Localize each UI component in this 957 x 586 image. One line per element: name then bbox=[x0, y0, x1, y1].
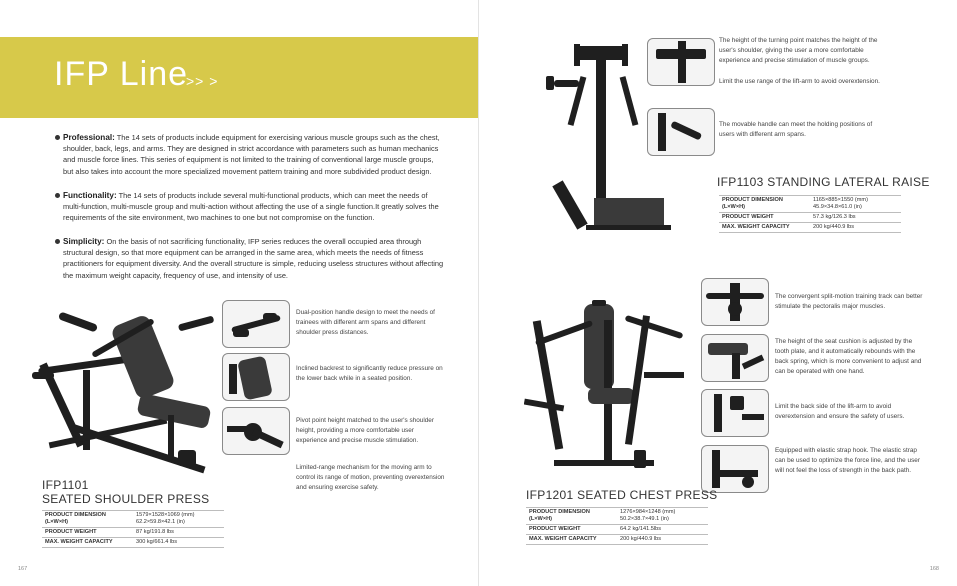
product-name: SEATED CHEST PRESS bbox=[577, 488, 718, 502]
spec-key: MAX. WEIGHT CAPACITY bbox=[526, 535, 617, 545]
callout-text: Pivot point height matched to the user's shoulder height, providing a more comfortable user experience and precise muscle stimulation. bbox=[296, 417, 434, 444]
product-code: IFP1101 bbox=[42, 478, 89, 492]
bullet-text: On the basis of not sacrificing functionality, IFP series reduces the overall occupied area through structural design, so that more equipment can be arranged in the same area, which meets the needs of fitness practitioners for equipment diversity. And the overall structure is simple, reducing useless structures without affecting the maximum weight capacity, frequency of use, and intensity of use. bbox=[63, 237, 444, 280]
product-name: STANDING LATERAL RAISE bbox=[767, 175, 930, 189]
callout-text: Limited-range mechanism for the moving arm to control its range of motion, preventing overextension and ensuring exercise safety. bbox=[296, 464, 445, 491]
thumb-strap-hook-detail bbox=[701, 445, 769, 493]
page-number: 168 bbox=[929, 566, 939, 572]
callout-text: Limit the use range of the lift-arm to avoid overextension. bbox=[719, 78, 880, 85]
thumb-backrest-detail bbox=[222, 353, 290, 401]
callout-text: Dual-position handle design to meet the needs of trainees with different arm spans and different shoulder press distances. bbox=[296, 309, 435, 336]
table-row bbox=[526, 525, 708, 535]
bullet-functionality bbox=[55, 190, 445, 224]
callout-text: Limit the back side of the lift-arm to avoid overextension and ensure the safety of users. bbox=[775, 403, 905, 420]
product-code: IFP1201 bbox=[526, 488, 574, 502]
spec-value: 64.2 kg/141.5lbs bbox=[617, 525, 708, 535]
table-row bbox=[719, 213, 901, 223]
spec-value: 200 kg/440.9 lbs bbox=[617, 535, 708, 545]
thumb-arm-limit-detail bbox=[701, 389, 769, 437]
spec-table bbox=[526, 507, 708, 545]
thumb-motion-track-detail bbox=[701, 278, 769, 326]
spec-key: PRODUCT WEIGHT bbox=[526, 525, 617, 535]
table-row bbox=[719, 223, 901, 233]
bullet-professional bbox=[55, 132, 445, 177]
table-row bbox=[526, 508, 708, 525]
spec-key: PRODUCT DIMENSION (L×W×H) bbox=[42, 511, 133, 528]
chest-press-machine-image bbox=[524, 300, 704, 480]
bullet-dot bbox=[55, 239, 60, 244]
bullet-simplicity bbox=[55, 236, 445, 281]
spec-value: 1165×885×1550 (mm) 45.9×34.8×61.0 (in) bbox=[810, 196, 901, 213]
callout-text: The convergent split-motion training track can better stimulate the pectoralis major muscles. bbox=[775, 293, 923, 310]
spec-value: 1579×1528×1069 (mm) 62.2×59.8×42.1 (in) bbox=[133, 511, 224, 528]
product-title bbox=[717, 175, 930, 189]
bullet-text: The 14 sets of products include several multi-functional products, which can meet the needs of multi-function, multi-muscle group and multi-action without affecting the use of a single function.It greatly solves the requirements of the site environment, two machines to one but not compromise on the function. bbox=[63, 191, 439, 223]
thumb-pivot-detail bbox=[222, 407, 290, 455]
page-number: 167 bbox=[18, 566, 28, 572]
spec-value: 57.3 kg/126.3 lbs bbox=[810, 213, 901, 223]
table-row bbox=[42, 538, 224, 548]
table-row bbox=[719, 196, 901, 213]
callout-text: Inclined backrest to significantly reduce pressure on the lower back while in a seated position. bbox=[296, 365, 443, 382]
spec-key: MAX. WEIGHT CAPACITY bbox=[42, 538, 133, 548]
thumb-handle-detail bbox=[647, 108, 715, 156]
right-page bbox=[479, 0, 957, 586]
spec-value: 87 kg/191.8 lbs bbox=[133, 528, 224, 538]
bullet-label: Functionality: bbox=[63, 191, 117, 200]
callout-text: Equipped with elastic strap hook. The elastic strap can be used to optimize the force line, and the user will not feel the loss of strength in the back path. bbox=[775, 447, 920, 474]
banner-title: IFP Line bbox=[54, 55, 189, 93]
spec-key: PRODUCT DIMENSION (L×W×H) bbox=[526, 508, 617, 525]
left-page bbox=[0, 0, 478, 586]
shoulder-press-machine-image bbox=[28, 300, 228, 480]
table-row bbox=[42, 528, 224, 538]
bullet-label: Professional: bbox=[63, 133, 115, 142]
product-name: SEATED SHOULDER PRESS bbox=[42, 492, 210, 506]
bullet-label: Simplicity: bbox=[63, 237, 105, 246]
callout-text: The height of the turning point matches the height of the user's shoulder, giving the user a more comfortable experience and precise stimulation of muscle groups. bbox=[719, 37, 878, 64]
spec-table bbox=[42, 510, 224, 548]
spec-value: 200 kg/440.9 lbs bbox=[810, 223, 901, 233]
table-row bbox=[526, 535, 708, 545]
spec-value: 1276×984×1248 (mm) 50.2×38.7×49.1 (in) bbox=[617, 508, 708, 525]
spec-key: PRODUCT WEIGHT bbox=[42, 528, 133, 538]
spec-table bbox=[719, 195, 901, 233]
spec-key: PRODUCT DIMENSION (L×W×H) bbox=[719, 196, 810, 213]
bullet-dot bbox=[55, 135, 60, 140]
callout-text: The height of the seat cushion is adjusted by the tooth plate, and it automatically rebounds with the back spring, which is more convenient to adjust and can be operated with one hand. bbox=[775, 338, 922, 375]
thumb-turning-point-detail bbox=[647, 38, 715, 86]
spec-key: PRODUCT WEIGHT bbox=[719, 213, 810, 223]
thumb-handle-detail bbox=[222, 300, 290, 348]
thumb-seat-adjust-detail bbox=[701, 334, 769, 382]
table-row bbox=[42, 511, 224, 528]
bullet-dot bbox=[55, 193, 60, 198]
spec-value: 300 kg/661.4 lbs bbox=[133, 538, 224, 548]
callout-text: The movable handle can meet the holding positions of users with different arm spans. bbox=[719, 121, 873, 138]
product-title bbox=[526, 488, 717, 502]
bullet-text: The 14 sets of products include equipment for exercising various muscle groups such as the chest, shoulder, back, legs, and arms. They are designed in strict accordance with parameters such as human mechanics and muscle force lines. This series of equipment is not limited to the training of conventional large muscle groups, but also takes into account the more specialized movement pattern training and more subdivided product design. bbox=[63, 133, 440, 176]
banner-arrows: >> > bbox=[186, 73, 219, 89]
title-banner bbox=[0, 37, 478, 118]
spec-key: MAX. WEIGHT CAPACITY bbox=[719, 223, 810, 233]
product-code: IFP1103 bbox=[717, 175, 764, 189]
